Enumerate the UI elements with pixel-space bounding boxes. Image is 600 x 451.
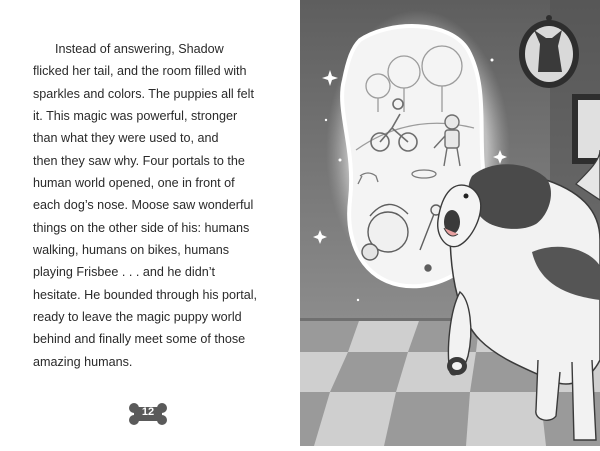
story-line: Instead of answering, Shadow	[55, 42, 224, 56]
illustration	[300, 0, 600, 446]
text-page	[0, 0, 300, 446]
story-line: human world opened, one in front of	[33, 176, 235, 191]
story-line: playing Frisbee . . . and he didn’t	[33, 265, 216, 280]
story-line: walking, humans on bikes, humans	[33, 243, 230, 258]
story-line: amazing humans.	[33, 354, 133, 369]
story-line: then they saw why. Four portals to the	[33, 153, 245, 168]
story-line: each dog’s nose. Moose saw wonderful	[33, 198, 254, 213]
story-line: ready to leave the magic puppy world	[33, 310, 242, 325]
page-number: 12	[141, 406, 155, 418]
page-number-badge	[128, 402, 168, 426]
story-line: sparkles and colors. The puppies all felt	[33, 86, 254, 101]
story-line: than what they were used to, and	[33, 131, 219, 146]
story-line: flicked her tail, and the room filled with	[33, 64, 247, 79]
story-line: hesitate. He bounded through his portal,	[33, 287, 258, 302]
story-line: it. This magic was powerful, stronger	[33, 109, 238, 124]
story-text	[33, 38, 285, 373]
story-line: things on the other side of his: humans	[33, 220, 250, 235]
story-line: behind and finally meet some of those	[33, 332, 246, 347]
framed-picture-edge	[572, 94, 600, 164]
